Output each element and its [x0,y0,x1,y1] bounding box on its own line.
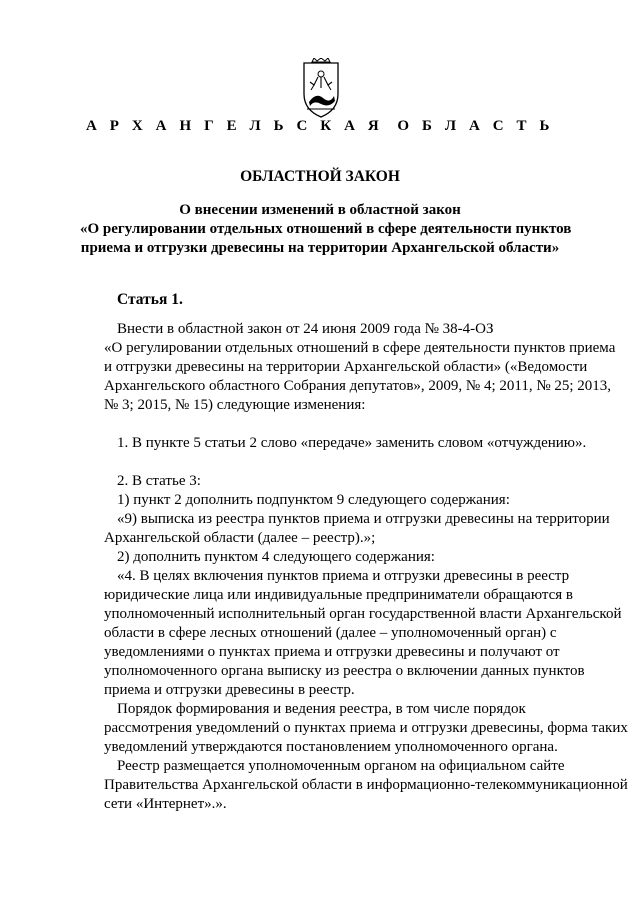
quote-point-4-line: области в сфере лесных отношений (далее – уполномоченный орган) с [104,625,557,641]
paragraph-registry-line: Реестр размещается уполномоченным органом на официальном сайте [117,758,565,774]
quote-point-4-line: приема и отгрузки древесины в реестр. [104,682,355,698]
article-body [104,320,628,814]
law-type-heading: ОБЛАСТНОЙ ЗАКОН [240,168,400,185]
intro-line: «О регулировании отдельных отношений в сфере деятельности пунктов приема [104,340,616,356]
quote-point-4-line: уполномоченного органа выписку из реестра о включении данных пунктов [104,663,585,679]
paragraph-registry-line: сети «Интернет».». [104,796,227,812]
paragraph-registry-line: Правительства Архангельской области в информационно-телекоммуникационной [104,777,628,793]
quote-point-4-line: «4. В целях включения пунктов приема и отгрузки древесины в реестр [117,568,570,584]
quote-subpoint-9-line: «9) выписка из реестра пунктов приема и отгрузки древесины на территории [117,511,610,527]
region-name [0,118,640,135]
amendment-item-2: 2. В статье 3: [117,473,201,489]
quote-subpoint-9-line: Архангельской области (далее – реестр).»; [104,530,376,546]
subitem-2: 2) дополнить пунктом 4 следующего содержания: [117,549,435,565]
region-name-word-1: А Р Х А Н Г Е Л Ь С К А Я [86,118,384,134]
quote-point-4-line: уведомлениями о пунктах приема и отгрузки древесины и получают от [104,644,560,660]
quote-point-4-line: юридические лица или индивидуальные предприниматели обращаются в [104,587,573,603]
paragraph-order-line: уведомлений утверждаются постановлением уполномоченного органа. [104,739,558,755]
article-heading: Статья 1. [117,291,183,308]
paragraph-order-line: Порядок формирования и ведения реестра, в том числе порядок [117,701,526,717]
intro-line: Внести в областной закон от 24 июня 2009 года № 38-4-ОЗ [117,321,494,337]
paragraph-order-line: рассмотрения уведомлений о пунктах приема и отгрузки древесины, форма таких [104,720,628,736]
law-title-line: О внесении изменений в областной закон [179,202,461,218]
amendment-item-1: 1. В пункте 5 статьи 2 слово «передаче» заменить словом «отчуждению». [117,435,587,451]
law-title [80,201,572,258]
law-title-line: приема и отгрузки древесины на территории Архангельской области» [80,240,560,256]
law-title-line: «О регулировании отдельных отношений в сфере деятельности пунктов [80,221,572,237]
coat-of-arms-emblem [300,58,342,120]
intro-line: № 3; 2015, № 15) следующие изменения: [104,397,366,413]
subitem-1: 1) пункт 2 дополнить подпунктом 9 следующего содержания: [117,492,510,508]
region-name-word-2: О Б Л А С Т Ь [397,118,554,134]
quote-point-4-line: уполномоченный исполнительный орган государственной власти Архангельской [104,606,622,622]
intro-line: и отгрузки древесины на территории Архангельской области» («Ведомости [104,359,588,375]
intro-line: Архангельского областного Собрания депутатов», 2009, № 4; 2011, № 25; 2013, [104,378,612,394]
